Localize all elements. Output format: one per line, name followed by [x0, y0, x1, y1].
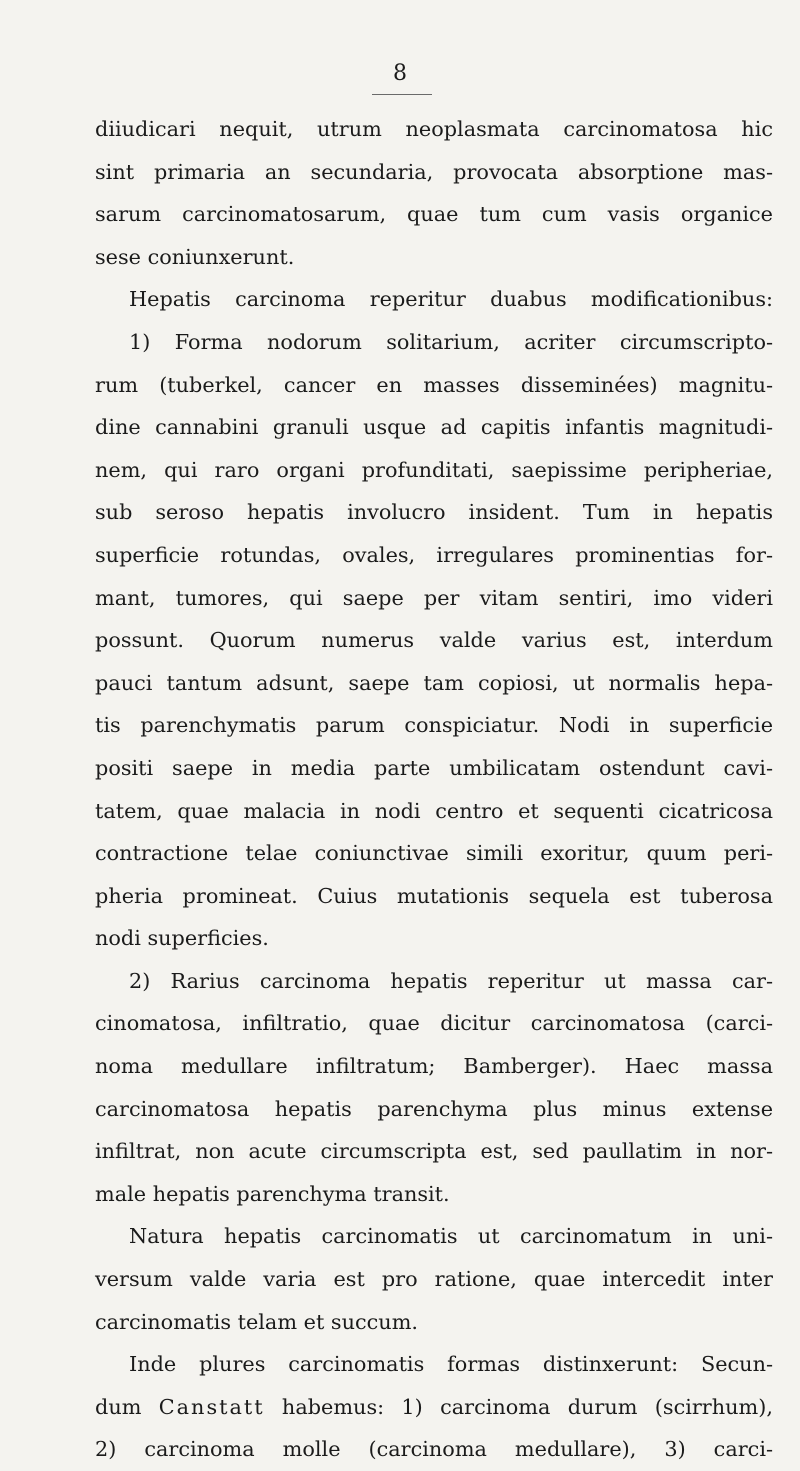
text-line: sub seroso hepatis involucro insident. Tum in hepatis	[95, 500, 773, 525]
text-line: cinomatosa, infiltratio, quae dicitur carcinomatosa (carci-	[95, 1011, 773, 1036]
text-line: sese coniunxerunt.	[95, 244, 295, 269]
text-line: tis parenchymatis parum conspiciatur. Nodi in superficie	[95, 713, 773, 738]
text-line: positi saepe in media parte umbilicatam ostendunt cavi-	[95, 755, 773, 780]
author-name-spaced: Canstatt	[158, 1394, 265, 1419]
text-line: sarum carcinomatosarum, quae tum cum vasis organice	[95, 202, 773, 227]
text-fragment: dum	[95, 1394, 142, 1419]
text-line: mant, tumores, qui saepe per vitam sentiri, imo videri	[95, 585, 773, 610]
text-line: carcinomatis telam et succum.	[95, 1309, 419, 1334]
text-line: 2) Rarius carcinoma hepatis reperitur ut massa car-	[129, 968, 773, 993]
page-number-rule	[372, 94, 432, 95]
text-line: infiltrat, non acute circumscripta est, sed paullatim in nor-	[95, 1139, 773, 1164]
text-line: nodi superficies.	[95, 926, 269, 951]
text-line: diiudicari nequit, utrum neoplasmata carcinomatosa hic	[95, 117, 773, 141]
text-line: Inde plures carcinomatis formas distinxerunt: Secun-	[129, 1352, 773, 1377]
text-line: possunt. Quorum numerus valde varius est, interdum	[95, 628, 773, 653]
page-number: 8	[393, 61, 407, 86]
text-line: sint primaria an secundaria, provocata absorptione mas-	[95, 159, 773, 184]
text-line: 1) Forma nodorum solitarium, acriter circumscripto-	[129, 329, 773, 354]
text-line: nem, qui raro organi profunditati, saepissime peripheriae,	[95, 457, 773, 482]
text-line: contractione telae coniunctivae simili exoritur, quum peri-	[95, 841, 773, 866]
text-line: male hepatis parenchyma transit.	[95, 1181, 450, 1206]
text-line: pheria promineat. Cuius mutationis sequela est tuberosa	[95, 883, 773, 908]
text-line: noma medullare infiltratum; Bamberger). Haec massa	[95, 1054, 773, 1079]
text-line: pauci tantum adsunt, saepe tam copiosi, ut normalis hepa-	[95, 670, 773, 695]
text-line: carcinomatosa hepatis parenchyma plus minus extense	[95, 1096, 773, 1121]
text-line: 2) carcinoma molle (carcinoma medullare), 3) carci-	[95, 1437, 773, 1462]
text-line: superficie rotundas, ovales, irregulares prominentias for-	[95, 542, 773, 567]
text-line: rum (tuberkel, cancer en masses disseminées) magnitu-	[95, 372, 773, 397]
text-line: versum valde varia est pro ratione, quae intercedit inter	[95, 1267, 773, 1292]
text-fragment: habemus: 1) carcinoma durum (scirrhum),	[281, 1394, 773, 1419]
text-line: tatem, quae malacia in nodi centro et sequenti cicatricosa	[95, 798, 773, 823]
text-line	[95, 1386, 773, 1429]
text-line: dine cannabini granuli usque ad capitis infantis magnitudi-	[95, 415, 773, 440]
text-line: Natura hepatis carcinomatis ut carcinomatum in uni-	[129, 1224, 773, 1249]
text-line: Hepatis carcinoma reperitur duabus modificationibus:	[129, 287, 773, 312]
body-text	[95, 108, 773, 1471]
